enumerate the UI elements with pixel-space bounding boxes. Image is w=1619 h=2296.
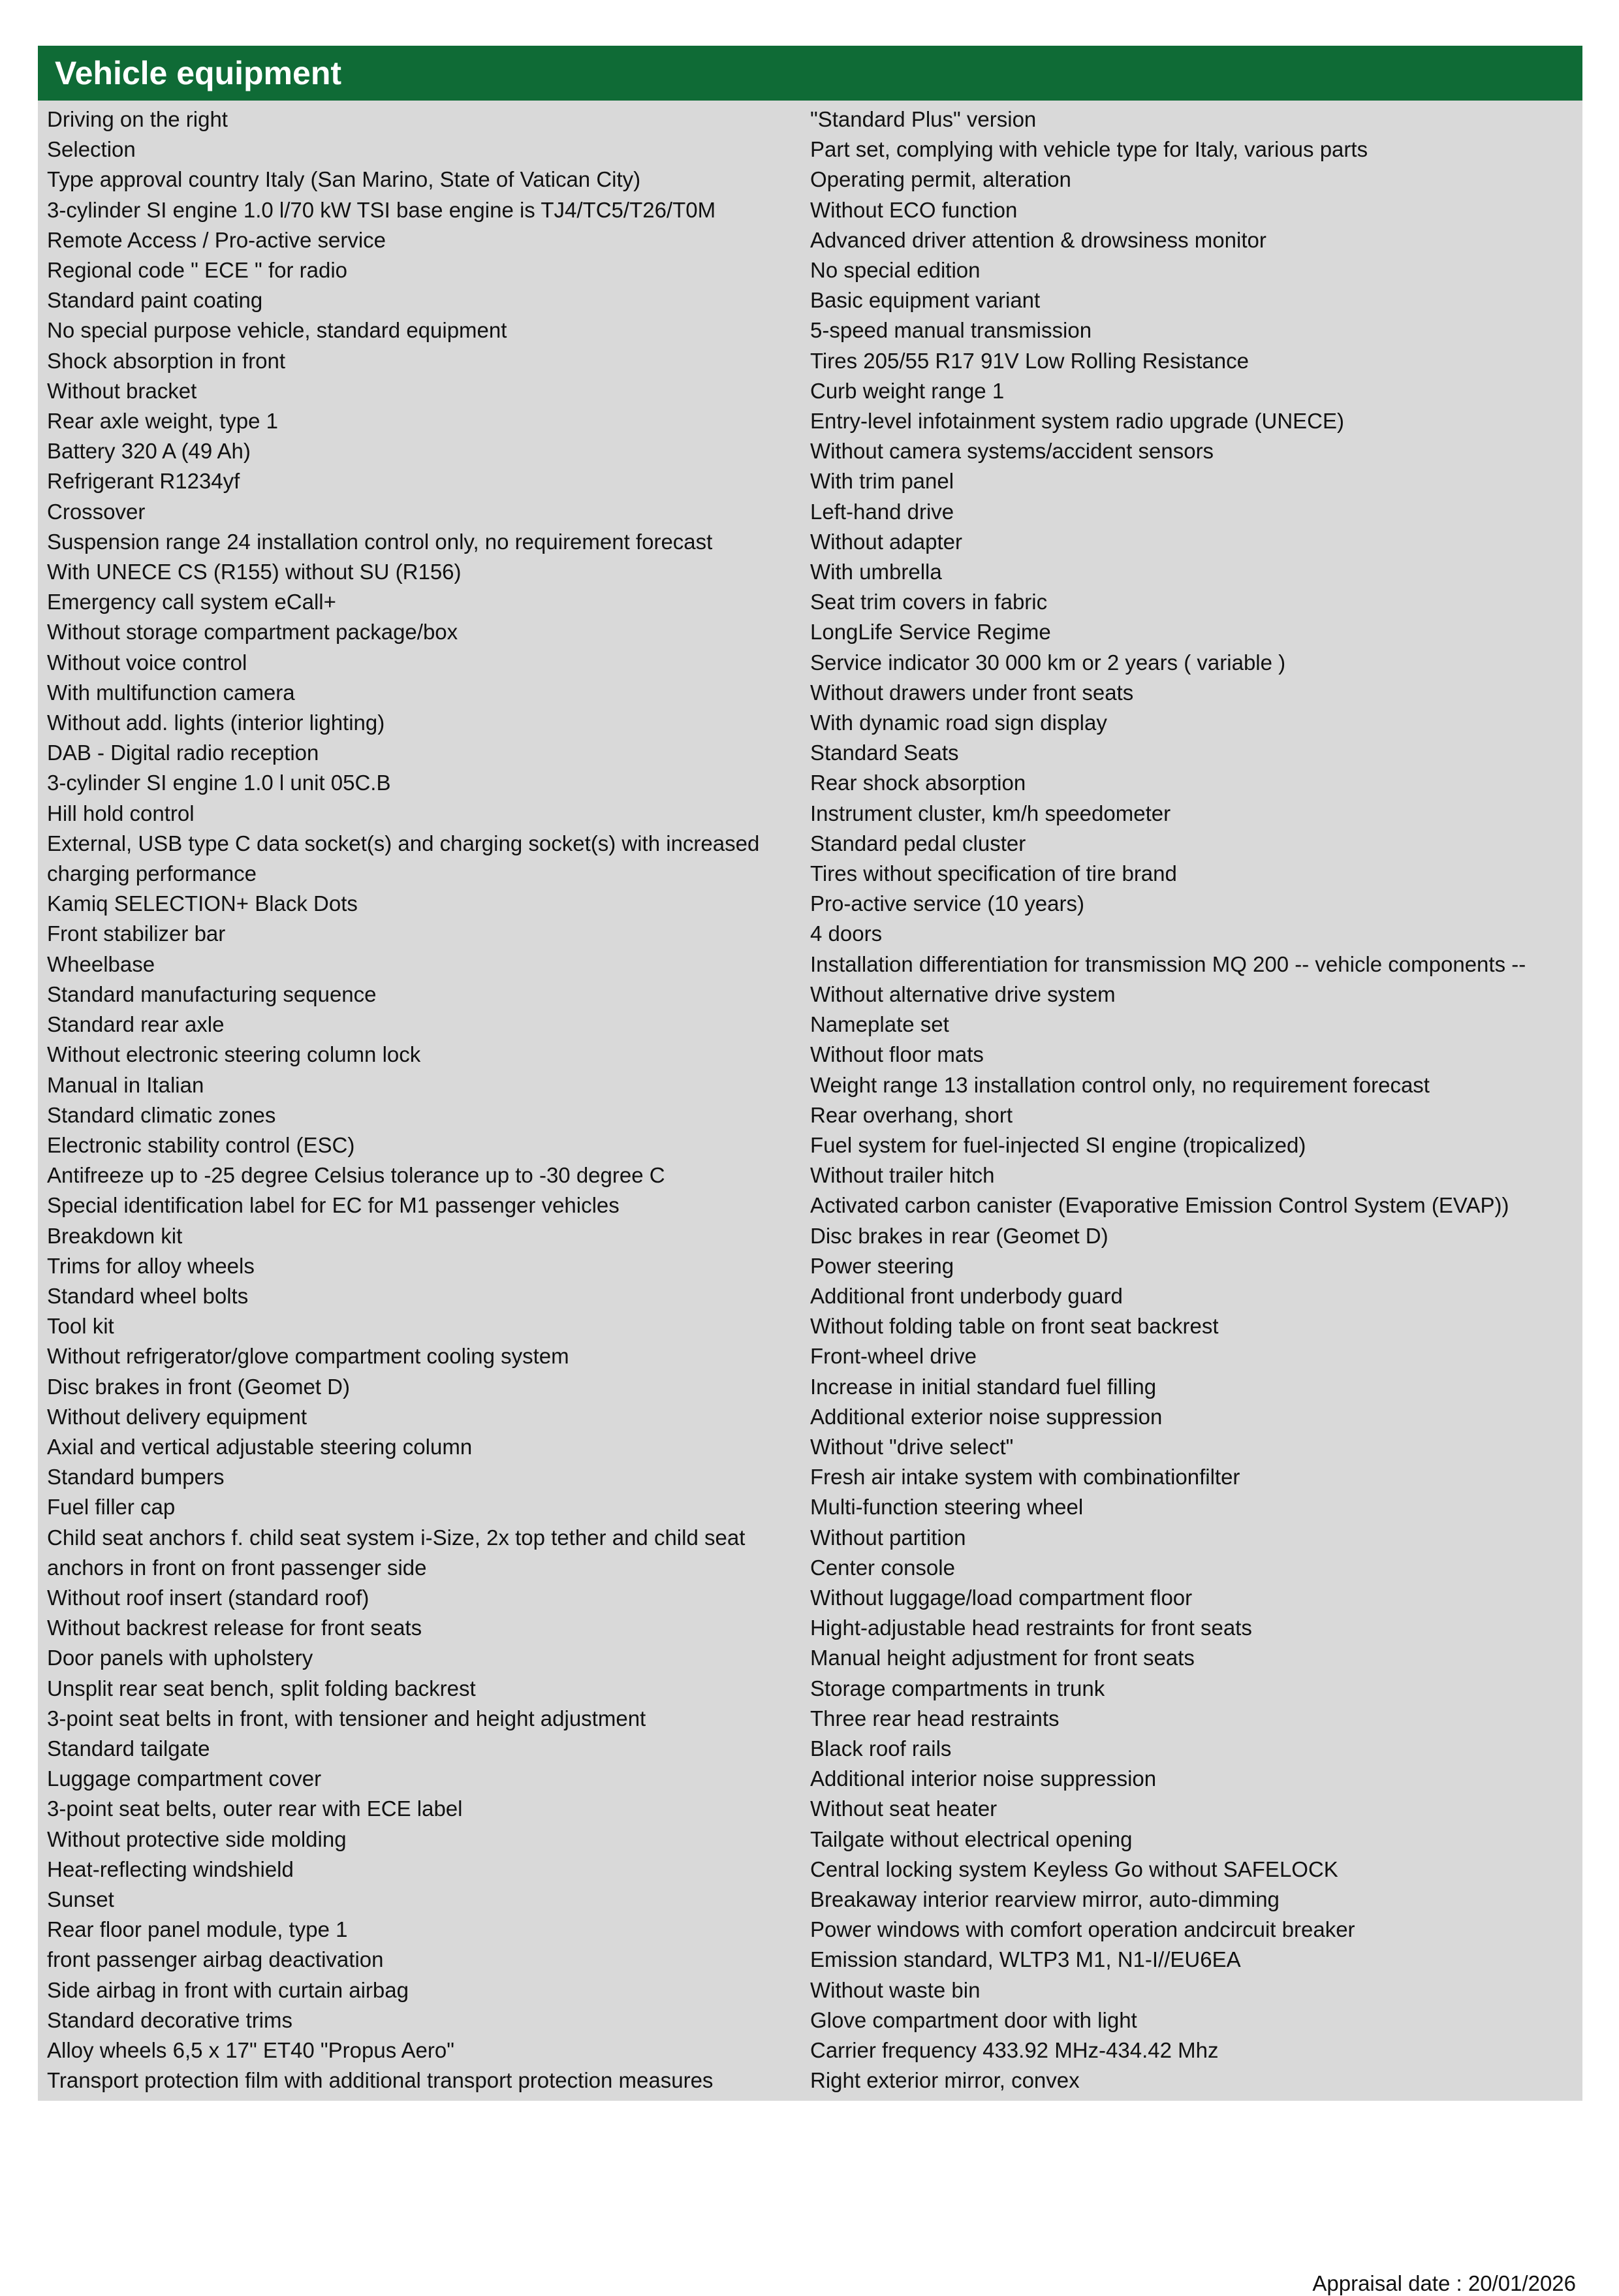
equipment-item: Additional exterior noise suppression (810, 1404, 1163, 1429)
equipment-item: LongLife Service Regime (810, 620, 1051, 645)
equipment-item: Without add. lights (interior lighting) (47, 710, 385, 735)
equipment-item: Wheelbase (47, 951, 155, 976)
equipment-item: Without backrest release for front seats (47, 1616, 422, 1640)
equipment-item: Without delivery equipment (47, 1404, 307, 1429)
equipment-item: Rear shock absorption (810, 771, 1026, 795)
equipment-item: Increase in initial standard fuel filling (810, 1374, 1157, 1399)
equipment-item: Tires without specification of tire brand (810, 861, 1177, 886)
equipment-item: Refrigerant R1234yf (47, 469, 240, 494)
equipment-item: Disc brakes in front (Geomet D) (47, 1374, 350, 1399)
equipment-item: Without adapter (810, 529, 962, 554)
equipment-item: Without electronic steering column lock (47, 1042, 421, 1067)
equipment-item: Additional front underbody guard (810, 1283, 1123, 1308)
equipment-item: Nameplate set (810, 1012, 949, 1037)
equipment-item: Standard wheel bolts (47, 1283, 249, 1308)
equipment-item: Entry-level infotainment system radio upgrade (UNECE) (810, 409, 1344, 434)
equipment-item: Axial and vertical adjustable steering column (47, 1434, 473, 1459)
equipment-item: Standard paint coating (47, 288, 263, 313)
equipment-item: External, USB type C data socket(s) and charging socket(s) with increased charging performance (47, 831, 760, 886)
equipment-item: Standard Seats (810, 741, 959, 765)
equipment-item: 3-cylinder SI engine 1.0 l/70 kW TSI base engine is TJ4/TC5/T26/T0M (47, 197, 716, 222)
equipment-item: Without ECO function (810, 197, 1018, 222)
equipment-item: Luggage compartment cover (47, 1766, 322, 1791)
equipment-item: Standard rear axle (47, 1012, 225, 1037)
equipment-item: Rear axle weight, type 1 (47, 409, 279, 434)
equipment-item: Storage compartments in trunk (810, 1676, 1105, 1700)
equipment-item: Hight-adjustable head restraints for front seats (810, 1616, 1252, 1640)
equipment-item: No special edition (810, 258, 981, 283)
equipment-item: Heat-reflecting windshield (47, 1857, 294, 1881)
equipment-column-right (810, 104, 1582, 2096)
equipment-item: Without "drive select" (810, 1434, 1014, 1459)
equipment-item: 3-point seat belts in front, with tensioner and height adjustment (47, 1706, 646, 1730)
equipment-item: No special purpose vehicle, standard equipment (47, 318, 507, 343)
equipment-item: Unsplit rear seat bench, split folding backrest (47, 1676, 476, 1700)
equipment-item: Standard tailgate (47, 1736, 210, 1761)
equipment-item: 5-speed manual transmission (810, 318, 1092, 343)
equipment-item: Instrument cluster, km/h speedometer (810, 801, 1171, 825)
equipment-item: Antifreeze up to -25 degree Celsius tolerance up to -30 degree C (47, 1163, 665, 1188)
equipment-item: Basic equipment variant (810, 288, 1041, 313)
equipment-item: Fuel filler cap (47, 1495, 176, 1520)
equipment-item: Seat trim covers in fabric (810, 590, 1048, 614)
equipment-item: With umbrella (810, 560, 942, 584)
equipment-item: With multifunction camera (47, 680, 295, 705)
equipment-item: Hill hold control (47, 801, 195, 825)
equipment-column-left (38, 104, 810, 2096)
equipment-item: Without waste bin (810, 1977, 981, 2002)
equipment-item: Battery 320 A (49 Ah) (47, 439, 251, 464)
equipment-item: Without floor mats (810, 1042, 984, 1067)
equipment-item: Center console (810, 1555, 955, 1580)
equipment-item: Side airbag in front with curtain airbag (47, 1977, 409, 2002)
equipment-item: Breakdown kit (47, 1223, 183, 1248)
equipment-item: Breakaway interior rearview mirror, auto-dimming (810, 1887, 1280, 1911)
equipment-item: Emergency call system eCall+ (47, 590, 336, 614)
equipment-item: Power steering (810, 1253, 954, 1278)
equipment-item: Rear overhang, short (810, 1102, 1013, 1127)
equipment-item: Manual in Italian (47, 1072, 204, 1097)
equipment-item: 4 doors (810, 921, 883, 946)
equipment-item: Standard manufacturing sequence (47, 981, 377, 1006)
equipment-item: Power windows with comfort operation andcircuit breaker (810, 1917, 1355, 1942)
equipment-item: Without camera systems/accident sensors (810, 439, 1214, 464)
equipment-item: DAB - Digital radio reception (47, 741, 319, 765)
equipment-item: Without luggage/load compartment floor (810, 1585, 1193, 1610)
equipment-item: Without alternative drive system (810, 981, 1116, 1006)
equipment-item: Fresh air intake system with combinationfilter (810, 1465, 1240, 1490)
equipment-item: Transport protection film with additional transport protection measures (47, 2068, 714, 2093)
equipment-item: With UNECE CS (R155) without SU (R156) (47, 560, 462, 584)
equipment-item: Glove compartment door with light (810, 2007, 1137, 2032)
equipment-item: Front stabilizer bar (47, 921, 226, 946)
equipment-item: 3-cylinder SI engine 1.0 l unit 05C.B (47, 771, 391, 795)
equipment-item: Without storage compartment package/box (47, 620, 458, 645)
equipment-item: Left-hand drive (810, 499, 954, 524)
equipment-list (38, 101, 1582, 2101)
equipment-item: Without bracket (47, 378, 197, 403)
equipment-item: Without voice control (47, 650, 247, 675)
equipment-item: Standard pedal cluster (810, 831, 1026, 855)
equipment-item: With dynamic road sign display (810, 710, 1107, 735)
equipment-item: Activated carbon canister (Evaporative Emission Control System (EVAP)) (810, 1193, 1509, 1218)
equipment-item: Fuel system for fuel-injected SI engine (tropicalized) (810, 1132, 1306, 1157)
equipment-item: Service indicator 30 000 km or 2 years ( variable ) (810, 650, 1286, 675)
equipment-item: Manual height adjustment for front seats (810, 1646, 1195, 1670)
equipment-item: Selection (47, 137, 136, 162)
equipment-item: Standard decorative trims (47, 2007, 293, 2032)
equipment-item: Kamiq SELECTION+ Black Dots (47, 891, 358, 916)
equipment-item: Pro-active service (10 years) (810, 891, 1084, 916)
equipment-item: Without protective side molding (47, 1826, 347, 1851)
equipment-item: Tool kit (47, 1314, 114, 1339)
equipment-item: Without seat heater (810, 1796, 998, 1821)
equipment-item: Sunset (47, 1887, 114, 1911)
equipment-item: "Standard Plus" version (810, 107, 1037, 131)
equipment-item: Electronic stability control (ESC) (47, 1132, 355, 1157)
equipment-item: Right exterior mirror, convex (810, 2068, 1080, 2093)
equipment-item: Carrier frequency 433.92 MHz-434.42 Mhz (810, 2038, 1219, 2062)
equipment-item: Tailgate without electrical opening (810, 1826, 1133, 1851)
equipment-item: Without folding table on front seat backrest (810, 1314, 1219, 1339)
equipment-item: Without trailer hitch (810, 1163, 995, 1188)
equipment-item: Rear floor panel module, type 1 (47, 1917, 348, 1942)
equipment-item: Type approval country Italy (San Marino, State of Vatican City) (47, 167, 641, 192)
equipment-item: 3-point seat belts, outer rear with ECE label (47, 1796, 463, 1821)
equipment-item: Without partition (810, 1525, 966, 1550)
equipment-item: front passenger airbag deactivation (47, 1947, 384, 1972)
equipment-item: Installation differentiation for transmission MQ 200 -- vehicle components -- (810, 951, 1526, 976)
equipment-item: Child seat anchors f. child seat system i-Size, 2x top tether and child seat anchors in front on front passenger side (47, 1525, 746, 1580)
equipment-item: Without refrigerator/glove compartment cooling system (47, 1344, 569, 1369)
equipment-item: Door panels with upholstery (47, 1646, 313, 1670)
equipment-item: Without roof insert (standard roof) (47, 1585, 369, 1610)
equipment-item: Multi-function steering wheel (810, 1495, 1084, 1520)
equipment-item: Standard bumpers (47, 1465, 225, 1490)
equipment-item: Shock absorption in front (47, 348, 286, 373)
equipment-item: Trims for alloy wheels (47, 1253, 255, 1278)
equipment-item: Regional code " ECE " for radio (47, 258, 348, 283)
equipment-item: Black roof rails (810, 1736, 952, 1761)
equipment-item: Remote Access / Pro-active service (47, 227, 386, 252)
equipment-item: Emission standard, WLTP3 M1, N1-I//EU6EA (810, 1947, 1241, 1972)
equipment-item: Standard climatic zones (47, 1102, 276, 1127)
equipment-item: Operating permit, alteration (810, 167, 1071, 192)
equipment-item: Special identification label for EC for M1 passenger vehicles (47, 1193, 620, 1218)
equipment-item: Weight range 13 installation control only, no requirement forecast (810, 1072, 1430, 1097)
vehicle-equipment-panel (38, 46, 1582, 2101)
section-title: Vehicle equipment (38, 46, 1582, 101)
equipment-item: Curb weight range 1 (810, 378, 1005, 403)
equipment-item: Tires 205/55 R17 91V Low Rolling Resistance (810, 348, 1249, 373)
equipment-item: Front-wheel drive (810, 1344, 977, 1369)
equipment-item: Central locking system Keyless Go without SAFELOCK (810, 1857, 1338, 1881)
equipment-item: Three rear head restraints (810, 1706, 1060, 1730)
equipment-item: Alloy wheels 6,5 x 17" ET40 "Propus Aero" (47, 2038, 454, 2062)
equipment-item: Disc brakes in rear (Geomet D) (810, 1223, 1108, 1248)
appraisal-date: Appraisal date : 20/01/2026 (1312, 2271, 1576, 2295)
equipment-item: Part set, complying with vehicle type for Italy, various parts (810, 137, 1368, 162)
equipment-item: Advanced driver attention & drowsiness monitor (810, 227, 1266, 252)
equipment-item: Crossover (47, 499, 146, 524)
equipment-item: Additional interior noise suppression (810, 1766, 1157, 1791)
equipment-item: Driving on the right (47, 107, 228, 131)
equipment-item: Suspension range 24 installation control only, no requirement forecast (47, 529, 713, 554)
equipment-item: With trim panel (810, 469, 954, 494)
equipment-item: Without drawers under front seats (810, 680, 1134, 705)
